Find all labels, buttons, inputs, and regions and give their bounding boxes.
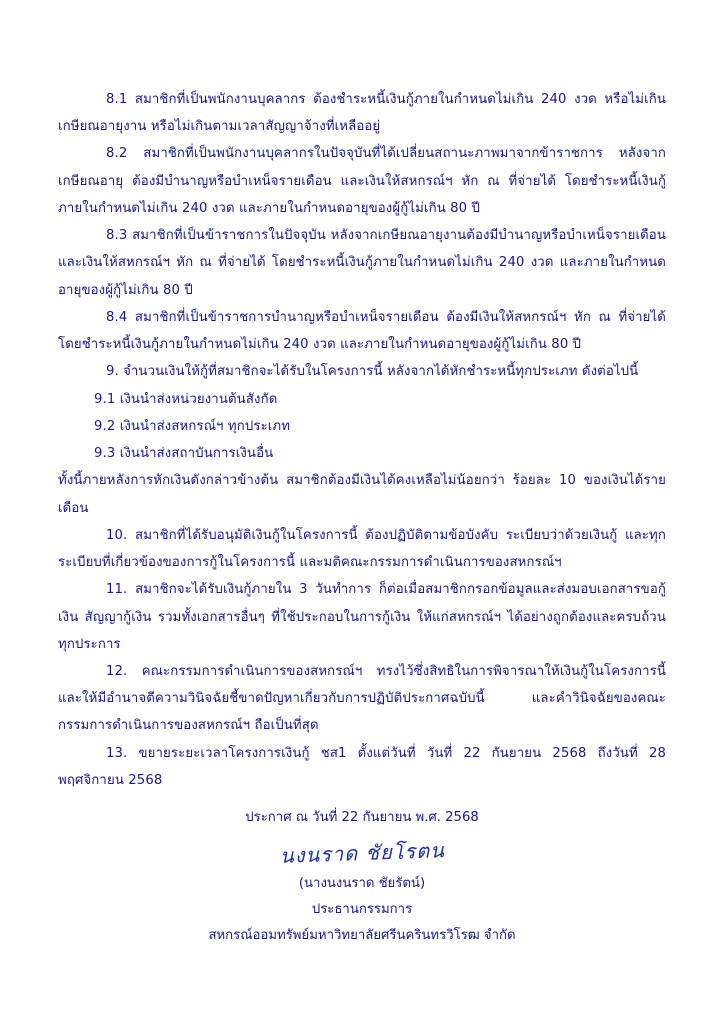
- clause-9-1-paragraph: 9.1 เงินนำส่งหน่วยงานต้นสังกัด: [94, 391, 278, 407]
- clause-9-2-paragraph: 9.2 เงินนำส่งสหกรณ์ฯ ทุกประเภท: [94, 418, 291, 434]
- clause-11-paragraph: 11. สมาชิกจะได้รับเงินกู้ภายใน 3 วันทำการ ก็ต่อเมื่อสมาชิกกรอกข้อมูลและส่งมอบเอกสารขอกู้เงิน สัญญากู้เงิน รวมทั้งเอกสารอื่นๆ ที่ใช้ประกอบในการกู้เงิน ให้แก่สหกรณ์ฯ ได้อย่างถูกต้องและครบถ้วนทุกประการ: [58, 582, 666, 652]
- clause-8-4-paragraph: 8.4 สมาชิกที่เป็นข้าราชการบำนาญหรือบำเหน็จรายเดือน ต้องมีเงินให้สหกรณ์ฯ หัก ณ ที่จ่ายได้ โดยชำระหนี้เงินกู้ภายในกำหนดไม่เกิน 240 งวด และภายในกำหนดอายุของผู้กู้ไม่เกิน 80 ปี: [58, 309, 666, 352]
- announcement-date: ประกาศ ณ วันที่ 22 กันยายน พ.ศ. 2568: [245, 810, 479, 825]
- signature-block: [58, 837, 666, 948]
- clause-12-paragraph: 12. คณะกรรมการดำเนินการของสหกรณ์ฯ ทรงไว้ซึ่งสิทธิในการพิจารณาให้เงินกู้ในโครงการนี้ และให้มีอำนาจตีความวินิจฉัยชี้ขาดปัญหาเกี่ยวกับการปฏิบัติประกาศฉบับนี้ และคำวินิจฉัยของคณะกรรมการดำเนินการของสหกรณ์ฯ ถือเป็นที่สุด: [58, 663, 666, 734]
- signer-position: ประธานกรรมการ: [311, 901, 413, 917]
- signer-name: (นางนงนราด ชัยรัตน์): [298, 876, 426, 892]
- signer-organization: สหกรณ์ออมทรัพย์มหาวิทยาลัยศรีนครินทรวิโรฒ จำกัด: [208, 927, 516, 943]
- clause-13-paragraph: 13. ขยายระยะเวลาโครงการเงินกู้ ชส1 ตั้งแต่วันที่ วันที่ 22 กันยายน 2568 ถึงวันที่ 28 พฤศจิกายน 2568: [58, 745, 666, 788]
- clause-9-3-paragraph: 9.3 เงินนำส่งสถาบันการเงินอื่น: [94, 446, 274, 462]
- clause-8-2-paragraph: 8.2 สมาชิกที่เป็นพนักงานบุคลากรในปัจจุบันที่ได้เปลี่ยนสถานะภาพมาจากข้าราชการ หลังจากเกษียณอายุ ต้องมีบำนาญหรือบำเหน็จรายเดือน และเงินให้สหกรณ์ฯ หัก ณ ที่จ่ายได้ โดยชำระหนี้เงินกู้ภายในกำหนดไม่เกิน 240 งวด และภายในกำหนดอายุของผู้กู้ไม่เกิน 80 ปี: [58, 146, 666, 216]
- clause-8-1-paragraph: 8.1 สมาชิกที่เป็นพนักงานบุคลากร ต้องชำระหนี้เงินกู้ภายในกำหนดไม่เกิน 240 งวด หรือไม่เกินเกษียณอายุงาน หรือไม่เกินตามเวลาสัญญาจ้างที่เหลืออยู่: [58, 92, 666, 135]
- handwritten-signature: นงนราด ชัยโรตน: [279, 838, 445, 869]
- clause-8-3-paragraph: 8.3 สมาชิกที่เป็นข้าราชการในปัจจุบัน หลังจากเกษียณอายุงานต้องมีบำนาญหรือบำเหน็จรายเดือน และเงินให้สหกรณ์ฯ หัก ณ ที่จ่ายได้ โดยชำระหนี้เงินกู้ภายในกำหนดไม่เกิน 240 งวด และภายในกำหนดอายุของผู้กู้ไม่เกิน 80 ปี: [58, 228, 666, 298]
- clause-9-note-paragraph: ทั้งนี้ภายหลังการหักเงินดังกล่าวข้างต้น สมาชิกต้องมีเงินได้คงเหลือไม่น้อยกว่า ร้อยละ 10 ของเงินได้รายเดือน: [58, 473, 666, 516]
- clause-10-paragraph: 10. สมาชิกที่ได้รับอนุมัติเงินกู้ในโครงการนี้ ต้องปฏิบัติตามข้อบังคับ ระเบียบว่าด้วยเงินกู้ และทุกระเบียบที่เกี่ยวข้องของการกู้ในโครงการนี้ และมติคณะกรรมการดำเนินการของสหกรณ์ฯ: [58, 527, 666, 571]
- clause-9-paragraph: 9. จำนวนเงินให้กู้ที่สมาชิกจะได้รับในโครงการนี้ หลังจากได้หักชำระหนี้ทุกประเภท ดังต่อไปนี้: [106, 364, 639, 380]
